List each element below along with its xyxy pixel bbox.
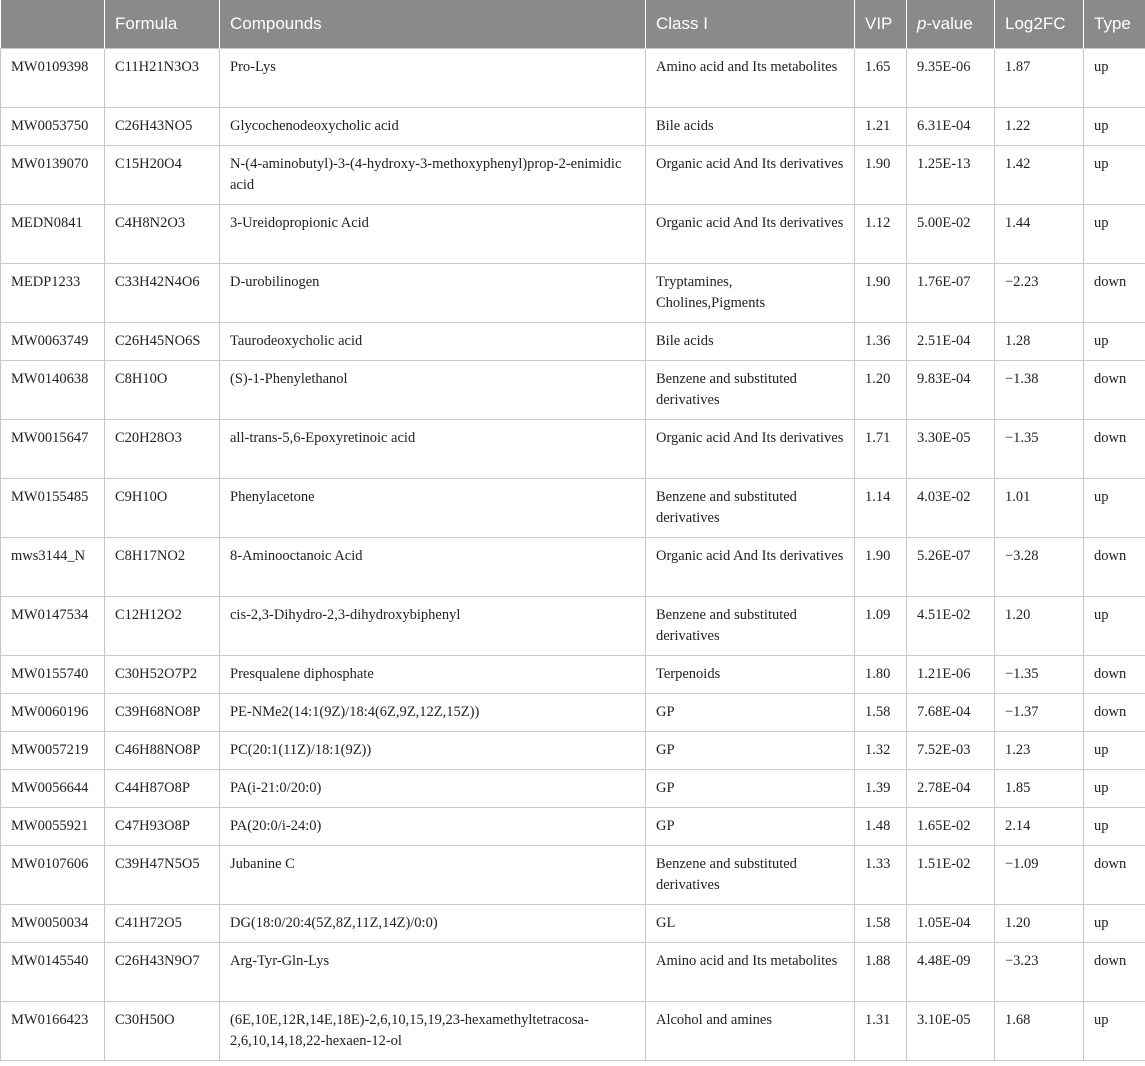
cell-pvalue: 4.48E-09 — [907, 942, 995, 1001]
cell-vip: 1.48 — [855, 807, 907, 845]
cell-id: MW0055921 — [1, 807, 105, 845]
cell-id: MW0145540 — [1, 942, 105, 1001]
cell-formula: C15H20O4 — [105, 145, 220, 204]
cell-compound: all-trans-5,6-Epoxyretinoic acid — [220, 419, 646, 478]
cell-vip: 1.90 — [855, 263, 907, 322]
cell-type: down — [1084, 655, 1145, 693]
cell-class: GP — [646, 807, 855, 845]
cell-log2fc: −3.23 — [995, 942, 1084, 1001]
cell-compound: PA(20:0/i-24:0) — [220, 807, 646, 845]
cell-type: up — [1084, 596, 1145, 655]
cell-vip: 1.90 — [855, 145, 907, 204]
cell-formula: C41H72O5 — [105, 904, 220, 942]
table-row — [1, 845, 1145, 904]
cell-log2fc: −1.38 — [995, 360, 1084, 419]
cell-log2fc: −1.37 — [995, 693, 1084, 731]
cell-id: MW0053750 — [1, 107, 105, 145]
cell-pvalue: 2.51E-04 — [907, 322, 995, 360]
cell-type: up — [1084, 807, 1145, 845]
cell-vip: 1.31 — [855, 1001, 907, 1060]
cell-compound: (S)-1-Phenylethanol — [220, 360, 646, 419]
cell-compound: (6E,10E,12R,14E,18E)-2,6,10,15,19,23-hexamethyltetracosa-2,6,10,14,18,22-hexaen-12-ol — [220, 1001, 646, 1060]
table-row — [1, 693, 1145, 731]
header-class: Class I — [646, 0, 855, 48]
cell-id: MW0147534 — [1, 596, 105, 655]
cell-vip: 1.39 — [855, 769, 907, 807]
cell-pvalue: 3.30E-05 — [907, 419, 995, 478]
cell-log2fc: 1.28 — [995, 322, 1084, 360]
cell-class: Bile acids — [646, 322, 855, 360]
cell-compound: DG(18:0/20:4(5Z,8Z,11Z,14Z)/0:0) — [220, 904, 646, 942]
cell-class: Organic acid And Its derivatives — [646, 145, 855, 204]
cell-vip: 1.71 — [855, 419, 907, 478]
cell-formula: C26H43N9O7 — [105, 942, 220, 1001]
cell-id: MW0060196 — [1, 693, 105, 731]
header-vip: VIP — [855, 0, 907, 48]
cell-class: Terpenoids — [646, 655, 855, 693]
cell-log2fc: 1.20 — [995, 596, 1084, 655]
cell-log2fc: 1.22 — [995, 107, 1084, 145]
cell-pvalue: 4.03E-02 — [907, 478, 995, 537]
table-body — [1, 48, 1145, 1060]
cell-id: MEDP1233 — [1, 263, 105, 322]
cell-compound: PA(i-21:0/20:0) — [220, 769, 646, 807]
cell-class: Bile acids — [646, 107, 855, 145]
cell-pvalue: 4.51E-02 — [907, 596, 995, 655]
cell-pvalue: 1.51E-02 — [907, 845, 995, 904]
cell-formula: C39H47N5O5 — [105, 845, 220, 904]
cell-type: up — [1084, 204, 1145, 263]
cell-compound: PC(20:1(11Z)/18:1(9Z)) — [220, 731, 646, 769]
cell-id: MW0107606 — [1, 845, 105, 904]
cell-pvalue: 1.65E-02 — [907, 807, 995, 845]
cell-log2fc: −1.09 — [995, 845, 1084, 904]
cell-class: Benzene and substituted derivatives — [646, 478, 855, 537]
cell-pvalue: 7.68E-04 — [907, 693, 995, 731]
cell-log2fc: −3.28 — [995, 537, 1084, 596]
cell-pvalue: 3.10E-05 — [907, 1001, 995, 1060]
cell-formula: C12H12O2 — [105, 596, 220, 655]
cell-formula: C8H10O — [105, 360, 220, 419]
cell-vip: 1.58 — [855, 904, 907, 942]
cell-pvalue: 6.31E-04 — [907, 107, 995, 145]
cell-formula: C33H42N4O6 — [105, 263, 220, 322]
header-compounds: Compounds — [220, 0, 646, 48]
cell-compound: N-(4-aminobutyl)-3-(4-hydroxy-3-methoxyphenyl)prop-2-enimidic acid — [220, 145, 646, 204]
table-row — [1, 942, 1145, 1001]
header-log2fc: Log2FC — [995, 0, 1084, 48]
cell-vip: 1.33 — [855, 845, 907, 904]
cell-log2fc: 1.01 — [995, 478, 1084, 537]
table-row — [1, 263, 1145, 322]
cell-id: MW0056644 — [1, 769, 105, 807]
cell-id: MW0166423 — [1, 1001, 105, 1060]
cell-class: Organic acid And Its derivatives — [646, 204, 855, 263]
cell-vip: 1.90 — [855, 537, 907, 596]
cell-compound: Presqualene diphosphate — [220, 655, 646, 693]
cell-pvalue: 1.25E-13 — [907, 145, 995, 204]
cell-log2fc: 1.23 — [995, 731, 1084, 769]
cell-vip: 1.21 — [855, 107, 907, 145]
cell-class: Amino acid and Its metabolites — [646, 48, 855, 107]
cell-vip: 1.20 — [855, 360, 907, 419]
table-row — [1, 655, 1145, 693]
table-row — [1, 537, 1145, 596]
cell-class: GP — [646, 769, 855, 807]
table-row — [1, 419, 1145, 478]
cell-log2fc: −1.35 — [995, 419, 1084, 478]
cell-class: Alcohol and amines — [646, 1001, 855, 1060]
cell-formula: C9H10O — [105, 478, 220, 537]
cell-id: MW0015647 — [1, 419, 105, 478]
cell-vip: 1.14 — [855, 478, 907, 537]
header-pvalue-italic: p — [917, 13, 927, 33]
cell-pvalue: 2.78E-04 — [907, 769, 995, 807]
cell-vip: 1.32 — [855, 731, 907, 769]
cell-type: up — [1084, 731, 1145, 769]
cell-pvalue: 5.26E-07 — [907, 537, 995, 596]
cell-formula: C39H68NO8P — [105, 693, 220, 731]
cell-id: MW0155740 — [1, 655, 105, 693]
cell-id: MW0155485 — [1, 478, 105, 537]
table-row — [1, 322, 1145, 360]
cell-type: up — [1084, 1001, 1145, 1060]
cell-id: MW0050034 — [1, 904, 105, 942]
cell-log2fc: 1.87 — [995, 48, 1084, 107]
cell-formula: C8H17NO2 — [105, 537, 220, 596]
cell-formula: C46H88NO8P — [105, 731, 220, 769]
cell-id: MW0057219 — [1, 731, 105, 769]
cell-class: Benzene and substituted derivatives — [646, 596, 855, 655]
cell-class: GL — [646, 904, 855, 942]
cell-type: up — [1084, 322, 1145, 360]
cell-vip: 1.12 — [855, 204, 907, 263]
cell-pvalue: 9.35E-06 — [907, 48, 995, 107]
cell-id: MW0139070 — [1, 145, 105, 204]
cell-type: down — [1084, 845, 1145, 904]
cell-class: Organic acid And Its derivatives — [646, 419, 855, 478]
cell-id: MEDN0841 — [1, 204, 105, 263]
cell-class: Amino acid and Its metabolites — [646, 942, 855, 1001]
header-type: Type — [1084, 0, 1145, 48]
cell-compound: PE-NMe2(14:1(9Z)/18:4(6Z,9Z,12Z,15Z)) — [220, 693, 646, 731]
cell-log2fc: 1.85 — [995, 769, 1084, 807]
cell-log2fc: 2.14 — [995, 807, 1084, 845]
cell-log2fc: 1.42 — [995, 145, 1084, 204]
cell-compound: 8-Aminooctanoic Acid — [220, 537, 646, 596]
header-row — [1, 0, 1145, 48]
cell-formula: C26H45NO6S — [105, 322, 220, 360]
table-row — [1, 731, 1145, 769]
cell-compound: Glycochenodeoxycholic acid — [220, 107, 646, 145]
cell-id: mws3144_N — [1, 537, 105, 596]
cell-id: MW0109398 — [1, 48, 105, 107]
table-row — [1, 48, 1145, 107]
cell-type: up — [1084, 48, 1145, 107]
cell-type: down — [1084, 693, 1145, 731]
cell-pvalue: 1.76E-07 — [907, 263, 995, 322]
header-pvalue-rest: -value — [926, 13, 973, 33]
cell-pvalue: 7.52E-03 — [907, 731, 995, 769]
cell-compound: Arg-Tyr-Gln-Lys — [220, 942, 646, 1001]
cell-class: Benzene and substituted derivatives — [646, 845, 855, 904]
cell-type: down — [1084, 360, 1145, 419]
cell-type: down — [1084, 263, 1145, 322]
cell-type: down — [1084, 537, 1145, 596]
cell-pvalue: 9.83E-04 — [907, 360, 995, 419]
cell-log2fc: 1.68 — [995, 1001, 1084, 1060]
cell-vip: 1.36 — [855, 322, 907, 360]
cell-class: GP — [646, 693, 855, 731]
cell-vip: 1.09 — [855, 596, 907, 655]
cell-log2fc: 1.20 — [995, 904, 1084, 942]
cell-class: Organic acid And Its derivatives — [646, 537, 855, 596]
cell-type: up — [1084, 107, 1145, 145]
cell-class: Tryptamines, Cholines,Pigments — [646, 263, 855, 322]
table-row — [1, 360, 1145, 419]
cell-pvalue: 5.00E-02 — [907, 204, 995, 263]
cell-compound: cis-2,3-Dihydro-2,3-dihydroxybiphenyl — [220, 596, 646, 655]
table-row — [1, 145, 1145, 204]
cell-pvalue: 1.05E-04 — [907, 904, 995, 942]
cell-compound: Jubanine C — [220, 845, 646, 904]
table-row — [1, 107, 1145, 145]
cell-type: down — [1084, 942, 1145, 1001]
cell-compound: Taurodeoxycholic acid — [220, 322, 646, 360]
cell-type: down — [1084, 419, 1145, 478]
cell-class: GP — [646, 731, 855, 769]
cell-type: up — [1084, 478, 1145, 537]
header-pvalue — [907, 0, 995, 48]
table-row — [1, 204, 1145, 263]
cell-type: up — [1084, 904, 1145, 942]
table-header — [1, 0, 1145, 48]
cell-formula: C30H50O — [105, 1001, 220, 1060]
cell-log2fc: 1.44 — [995, 204, 1084, 263]
header-id — [1, 0, 105, 48]
cell-vip: 1.88 — [855, 942, 907, 1001]
cell-id: MW0063749 — [1, 322, 105, 360]
header-formula: Formula — [105, 0, 220, 48]
cell-formula: C30H52O7P2 — [105, 655, 220, 693]
cell-compound: Pro-Lys — [220, 48, 646, 107]
cell-formula: C11H21N3O3 — [105, 48, 220, 107]
cell-formula: C47H93O8P — [105, 807, 220, 845]
cell-formula: C4H8N2O3 — [105, 204, 220, 263]
cell-compound: D-urobilinogen — [220, 263, 646, 322]
table-row — [1, 807, 1145, 845]
table-row — [1, 904, 1145, 942]
table-row — [1, 1001, 1145, 1060]
cell-log2fc: −2.23 — [995, 263, 1084, 322]
table-row — [1, 596, 1145, 655]
cell-vip: 1.58 — [855, 693, 907, 731]
cell-formula: C44H87O8P — [105, 769, 220, 807]
cell-class: Benzene and substituted derivatives — [646, 360, 855, 419]
cell-type: up — [1084, 769, 1145, 807]
cell-compound: 3-Ureidopropionic Acid — [220, 204, 646, 263]
cell-pvalue: 1.21E-06 — [907, 655, 995, 693]
cell-formula: C26H43NO5 — [105, 107, 220, 145]
cell-type: up — [1084, 145, 1145, 204]
cell-vip: 1.80 — [855, 655, 907, 693]
cell-vip: 1.65 — [855, 48, 907, 107]
table-row — [1, 478, 1145, 537]
cell-id: MW0140638 — [1, 360, 105, 419]
cell-log2fc: −1.35 — [995, 655, 1084, 693]
cell-compound: Phenylacetone — [220, 478, 646, 537]
table-row — [1, 769, 1145, 807]
cell-formula: C20H28O3 — [105, 419, 220, 478]
